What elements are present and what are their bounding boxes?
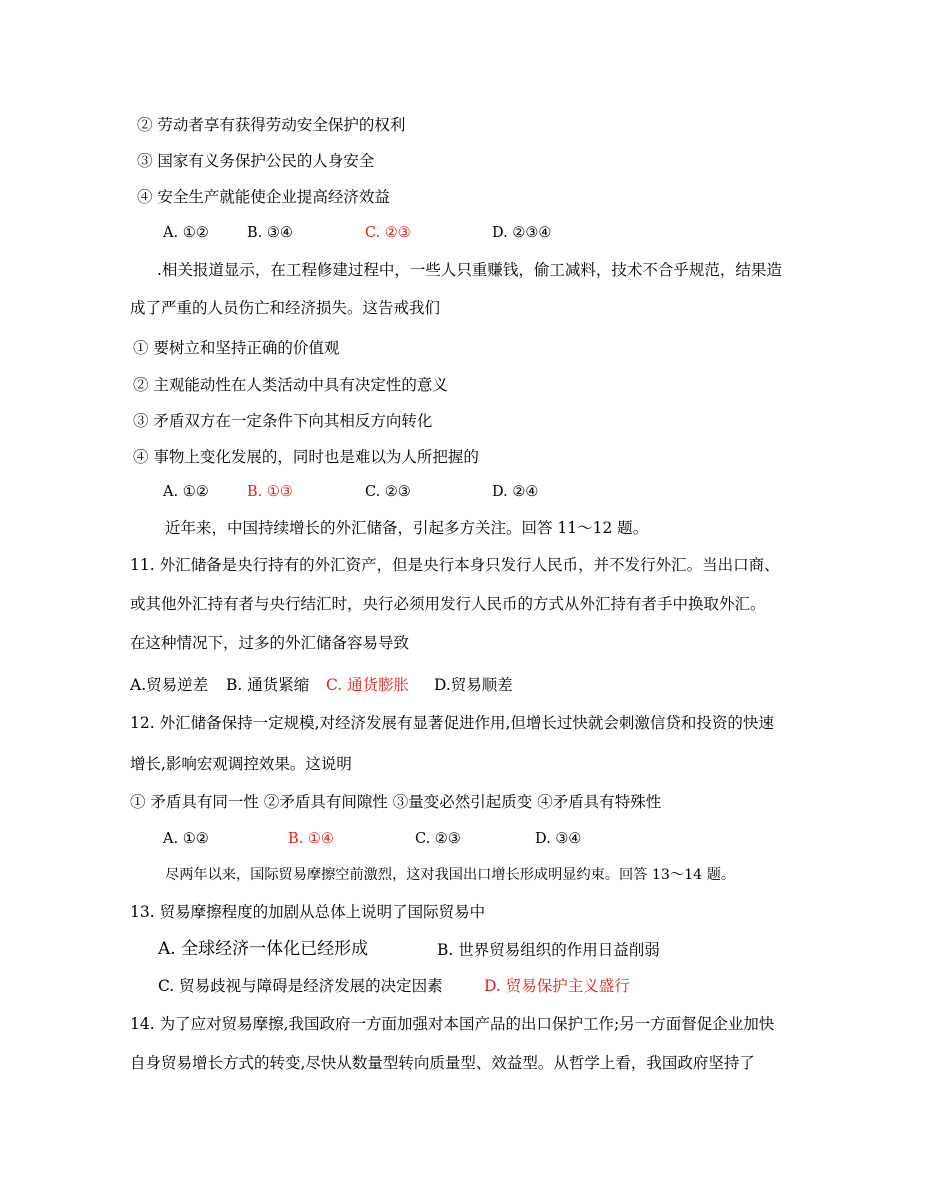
q10-item-4: ④ 事物上变化发展的，同时也是难以为人所把握的 — [133, 448, 479, 466]
intro-13-14: 尽两年以来，国际贸易摩擦空前激烈，这对我国出口增长形成明显约束。回答 13～14 题。 — [165, 867, 736, 883]
q10-item-3: ③ 矛盾双方在一定条件下向其相反方向转化 — [133, 412, 433, 430]
q11-line2: 或其他外汇持有者与央行结汇时，央行必须用发行人民币的方式从外汇持有者手中换取外汇。 — [130, 595, 766, 613]
q11-option-a: A.贸易逆差 — [130, 676, 209, 694]
q14-line2: 自身贸易增长方式的转变,尽快从数量型转向质量型、效益型。从哲学上看，我国政府坚持了 — [130, 1054, 755, 1072]
q11-option-c-answer: C. 通货膨胀 — [326, 676, 410, 694]
q12-option-b-answer: B. ①④ — [288, 831, 334, 847]
q-prev-item-4: ④ 安全生产就能使企业提高经济效益 — [137, 188, 390, 206]
q13-stem: 13. 贸易摩擦程度的加剧从总体上说明了国际贸易中 — [130, 903, 486, 921]
intro-11-12: 近年来，中国持续增长的外汇储备，引起多方关注。回答 11～12 题。 — [165, 519, 649, 537]
q10-item-1: ① 要树立和坚持正确的价值观 — [133, 339, 340, 357]
q13-option-b: B. 世界贸易组织的作用日益削弱 — [437, 941, 660, 959]
q11-line1: 11. 外汇储备是央行持有的外汇资产，但是央行本身只发行人民币，并不发行外汇。当出口商、 — [130, 556, 780, 574]
q11-option-b: B. 通货紧缩 — [226, 676, 310, 694]
q12-option-c: C. ②③ — [415, 831, 461, 847]
q10-option-b-answer: B. ①③ — [247, 484, 293, 500]
q-prev-option-d: D. ②③④ — [492, 225, 552, 241]
q12-option-a: A. ①② — [163, 831, 209, 847]
q12-line1: 12. 外汇储备保持一定规模,对经济发展有显著促进作用,但增长过快就会刺激信贷和投资的快速 — [130, 714, 774, 732]
q14-line1: 14. 为了应对贸易摩擦,我国政府一方面加强对本国产品的出口保护工作;另一方面督促企业加快 — [130, 1015, 775, 1033]
q-prev-option-b: B. ③④ — [247, 225, 293, 241]
q10-stem-line2: 成了严重的人员伤亡和经济损失。这告戒我们 — [130, 299, 441, 317]
q-prev-item-2: ② 劳动者享有获得劳动安全保护的权利 — [137, 116, 406, 134]
q13-option-d-answer: D. 贸易保护主义盛行 — [484, 977, 630, 995]
q10-item-2: ② 主观能动性在人类活动中具有决定性的意义 — [133, 376, 448, 394]
q10-option-a: A. ①② — [163, 484, 209, 500]
q-prev-option-a: A. ①② — [163, 225, 209, 241]
q10-stem-line1: .相关报道显示，在工程修建过程中，一些人只重赚钱，偷工减料，技术不合乎规范，结果造 — [157, 261, 782, 279]
q10-option-d: D. ②④ — [492, 484, 539, 500]
q11-option-d: D.贸易顺差 — [434, 676, 513, 694]
q12-items: ① 矛盾具有同一性 ②矛盾具有间隙性 ③量变必然引起质变 ④矛盾具有特殊性 — [130, 793, 662, 811]
q12-option-d: D. ③④ — [535, 831, 582, 847]
q13-option-a: A. 全球经济一体化已经形成 — [158, 939, 369, 959]
q-prev-item-3: ③ 国家有义务保护公民的人身安全 — [137, 152, 375, 170]
q-prev-option-c-answer: C. ②③ — [365, 225, 411, 241]
q13-option-c: C. 贸易歧视与障碍是经济发展的决定因素 — [158, 977, 443, 995]
q11-line3: 在这种情况下，过多的外汇储备容易导致 — [130, 634, 410, 652]
q10-option-c: C. ②③ — [365, 484, 411, 500]
q12-line2: 增长,影响宏观调控效果。这说明 — [130, 755, 352, 773]
